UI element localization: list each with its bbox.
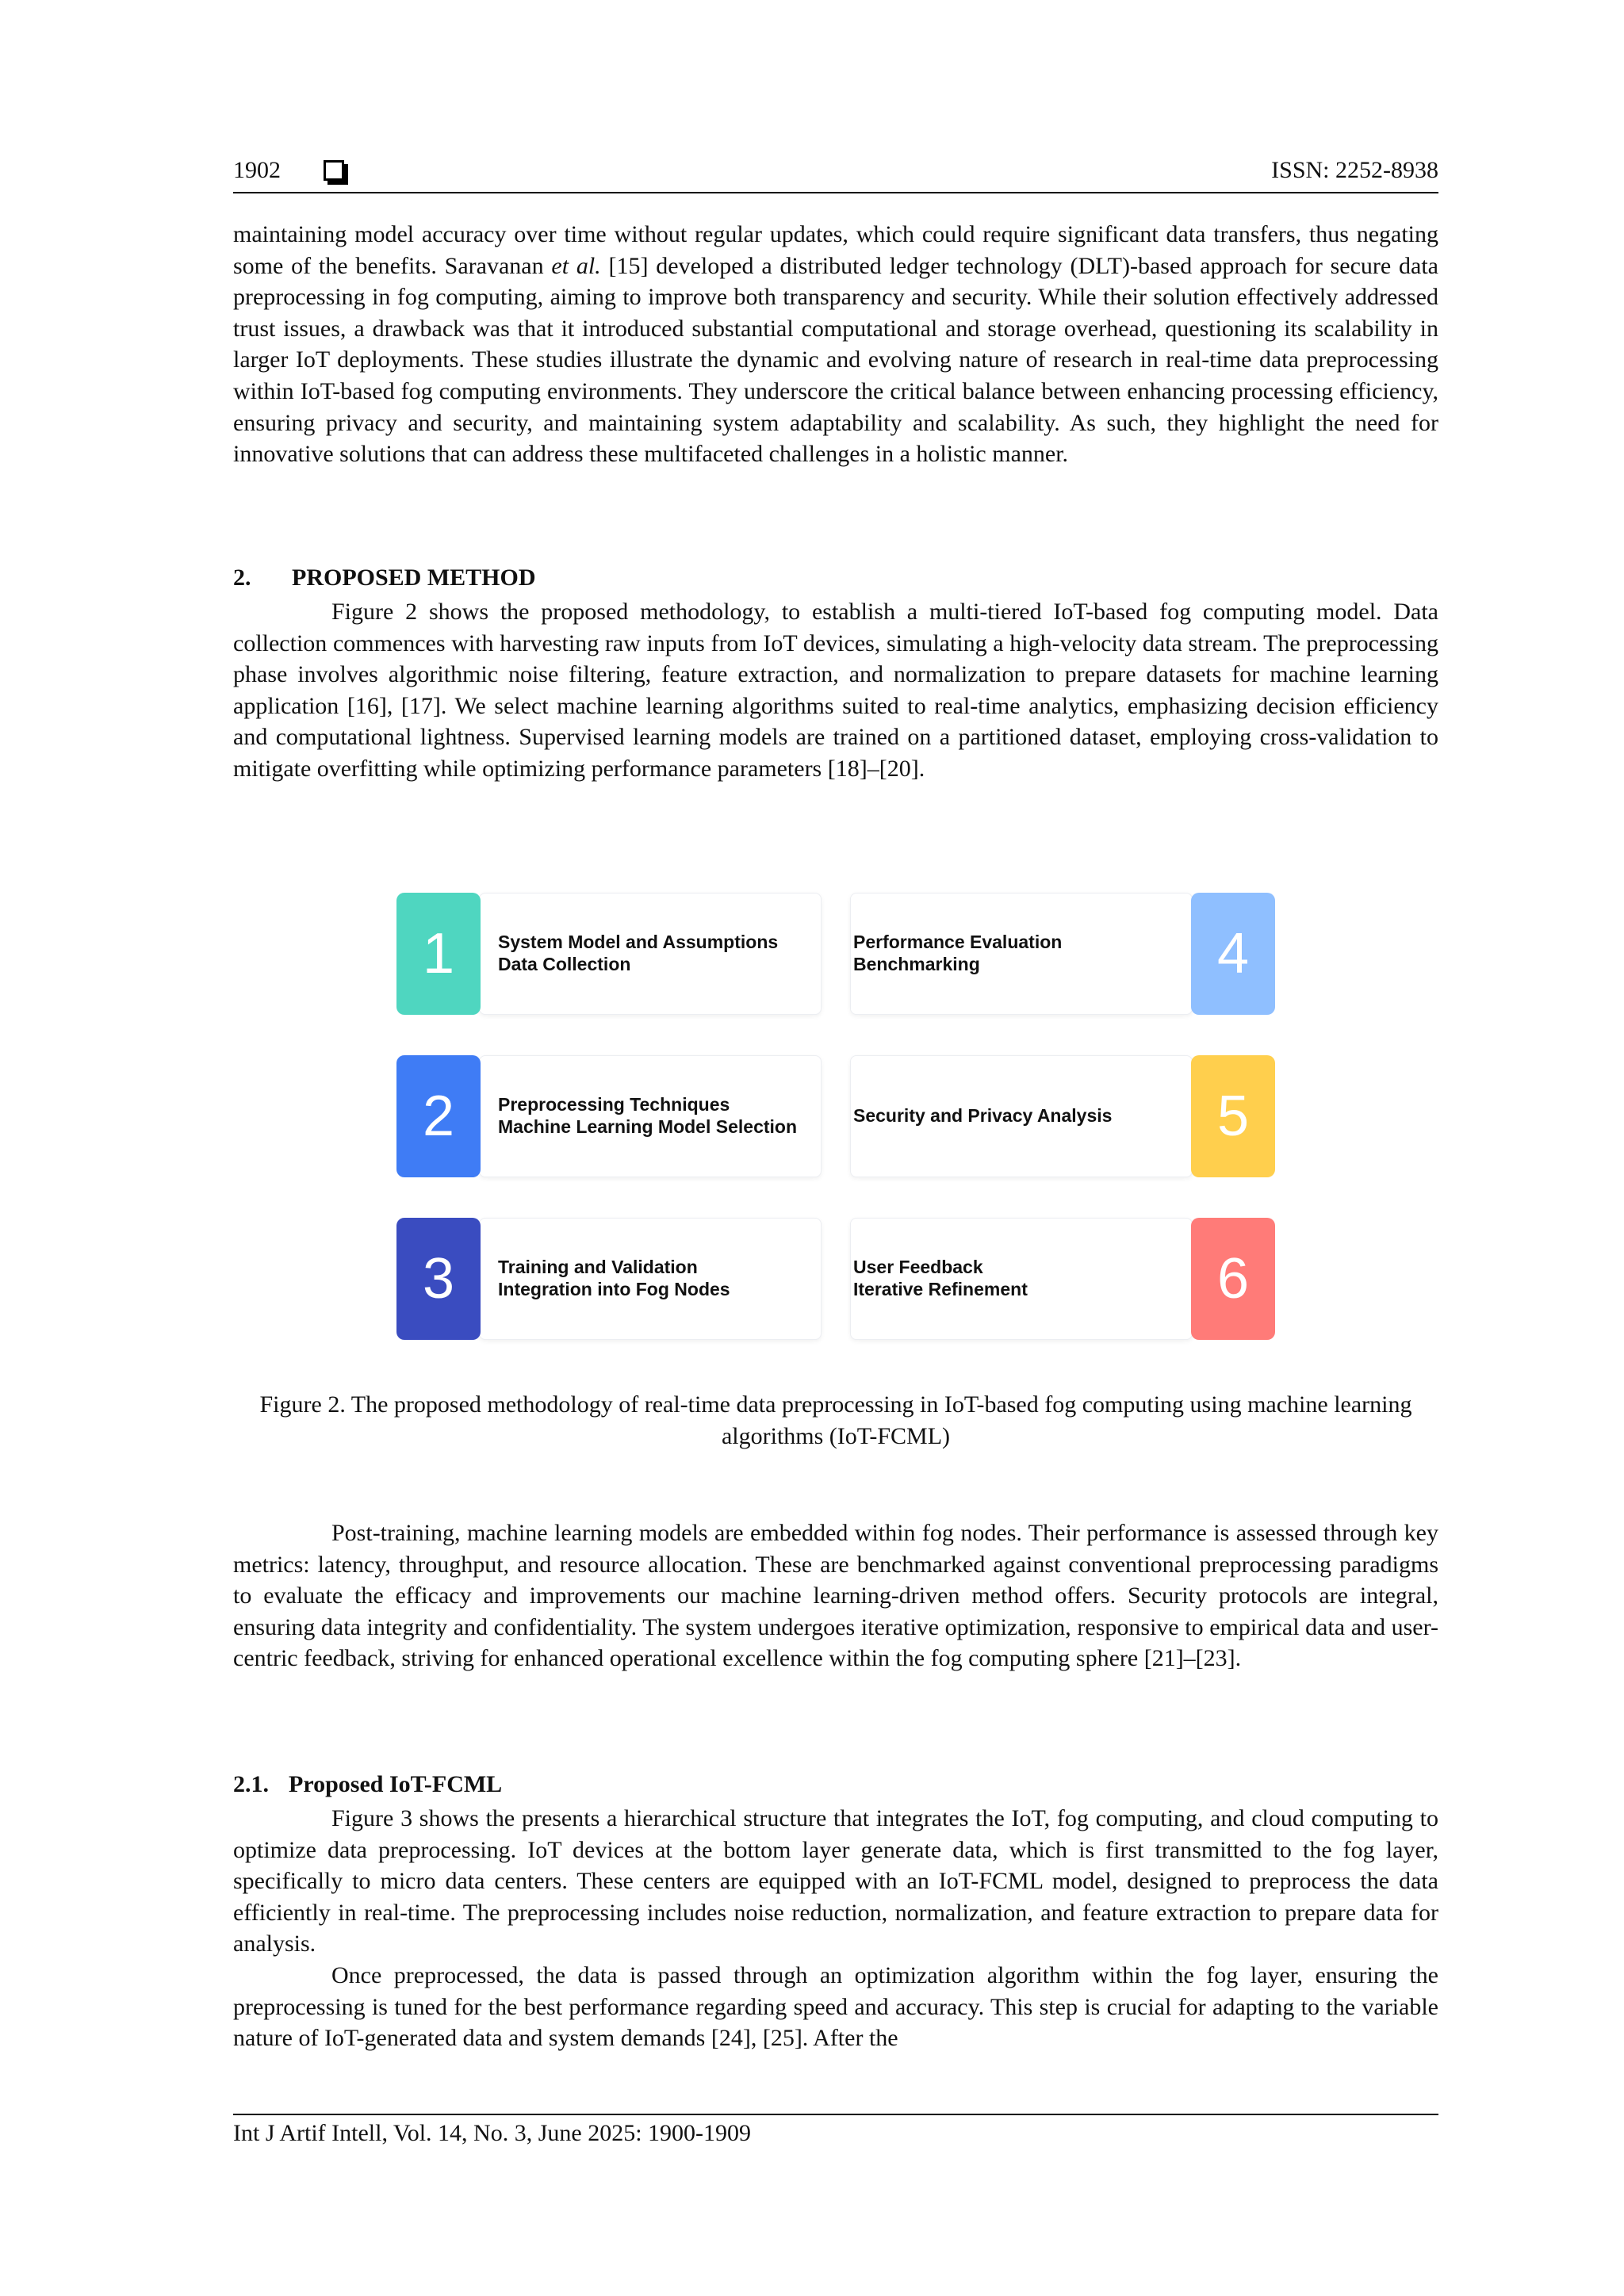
post-training-paragraph: Post-training, machine learning models are embedded within fog nodes. Their performance is assessed through key metrics: latency, throughput, and resource allocation. These are benchmarked against conventional preprocessing paradigms to evaluate the efficacy and improvements our machine learning-driven method offers. Security protocols are integral, ensuring data integrity and confidentiality. The system undergoes iterative optimization, responsive to empirical data and user-centric feedback, striving for enhanced operational excellence within the fog computing sphere [21]–[23]. <box>233 1520 1438 1672</box>
page-number: 1902 <box>233 157 281 183</box>
section-2-1-paragraph-2: Once preprocessed, the data is passed through an optimization algorithm within the fog layer, ensuring the preprocessing is tuned for the best performance regarding speed and accuracy. This step is crucial for adapting to the variable nature of IoT-generated data and system demands [24], [25]. After the <box>233 1962 1438 2052</box>
step-text: Data Collection <box>498 954 631 974</box>
figure-caption: Figure 2. The proposed methodology of real-time data preprocessing in IoT-based fog computing using machine learning algorithms (IoT-FCML) <box>259 1391 1412 1449</box>
section-2-1-heading: 2.1. Proposed IoT-FCML <box>233 1771 503 1797</box>
step-number-tile: 1 <box>396 893 481 1015</box>
step-text: System Model and Assumptions <box>498 932 779 952</box>
step-text: User Feedback <box>853 1257 983 1277</box>
page-header <box>233 155 1438 193</box>
step-number-tile: 5 <box>1191 1055 1275 1177</box>
et-al: et al. <box>551 252 601 279</box>
step-text: Machine Learning Model Selection <box>498 1116 798 1137</box>
checkbox-square-icon <box>324 160 344 181</box>
step-text: Integration into Fog Nodes <box>498 1279 730 1299</box>
step-text: Benchmarking <box>853 954 980 974</box>
issn: ISSN: 2252-8938 <box>1271 157 1438 183</box>
step-text: Training and Validation <box>498 1257 698 1277</box>
intro-paragraph: maintaining model accuracy over time without regular updates, which could require significant data transfers, thus negating some of the benefits. Saravanan et al. [15] developed a distributed ledger technology (DLT)-based approach for secure data preprocessing in fog computing, aiming to improve both transparency and security. While their solution effectively addressed trust issues, a drawback was that it introduced substantial computational and storage overhead, questioning its scalability in larger IoT deployments. These studies illustrate the dynamic and evolving nature of research in real-time data preprocessing within IoT-based fog computing environments. They underscore the critical balance between enhancing processing efficiency, ensuring privacy and security, and maintaining system adaptability and scalability. As such, they highlight the need for innovative solutions that can address these multifaceted challenges in a holistic manner. <box>233 221 1438 468</box>
step-number-tile: 6 <box>1191 1218 1275 1340</box>
section-2-1-paragraph-1: Figure 3 shows the presents a hierarchical structure that integrates the IoT, fog computing, and cloud computing to optimize data preprocessing. IoT devices at the bottom layer generate data, which is first transmitted to the fog layer, specifically to micro data centers. These centers are equipped with an IoT-FCML model, designed to preprocess the data efficiently in real-time. The preprocessing includes noise reduction, normalization, and feature extraction to prepare data for analysis. <box>233 1805 1438 1957</box>
section-2-paragraph: Figure 2 shows the proposed methodology, to establish a multi-tiered IoT-based fog computing model. Data collection commences with harvesting raw inputs from IoT devices, simulating a high-velocity data stream. The preprocessing phase involves algorithmic noise filtering, feature extraction, and normalization to prepare datasets for machine learning application [16], [17]. We select machine learning algorithms suited to real-time analytics, emphasizing decision efficiency and computational lightness. Supervised learning models are trained on a partitioned dataset, employing cross-validation to mitigate overfitting while optimizing performance parameters [18]–[20]. <box>233 599 1438 782</box>
step-number-tile: 2 <box>396 1055 481 1177</box>
page-footer: Int J Artif Intell, Vol. 14, No. 3, June 2025: 1900-1909 <box>233 2114 1438 2147</box>
step-text: Performance Evaluation <box>853 932 1063 952</box>
section-2-heading: 2. PROPOSED METHOD <box>233 564 536 591</box>
methodology-figure <box>396 893 1275 1341</box>
step-text: Preprocessing Techniques <box>498 1094 730 1115</box>
step-number-tile: 4 <box>1191 893 1275 1015</box>
step-number-tile: 3 <box>396 1218 481 1340</box>
step-text: Security and Privacy Analysis <box>853 1105 1113 1126</box>
step-text: Iterative Refinement <box>853 1279 1028 1299</box>
